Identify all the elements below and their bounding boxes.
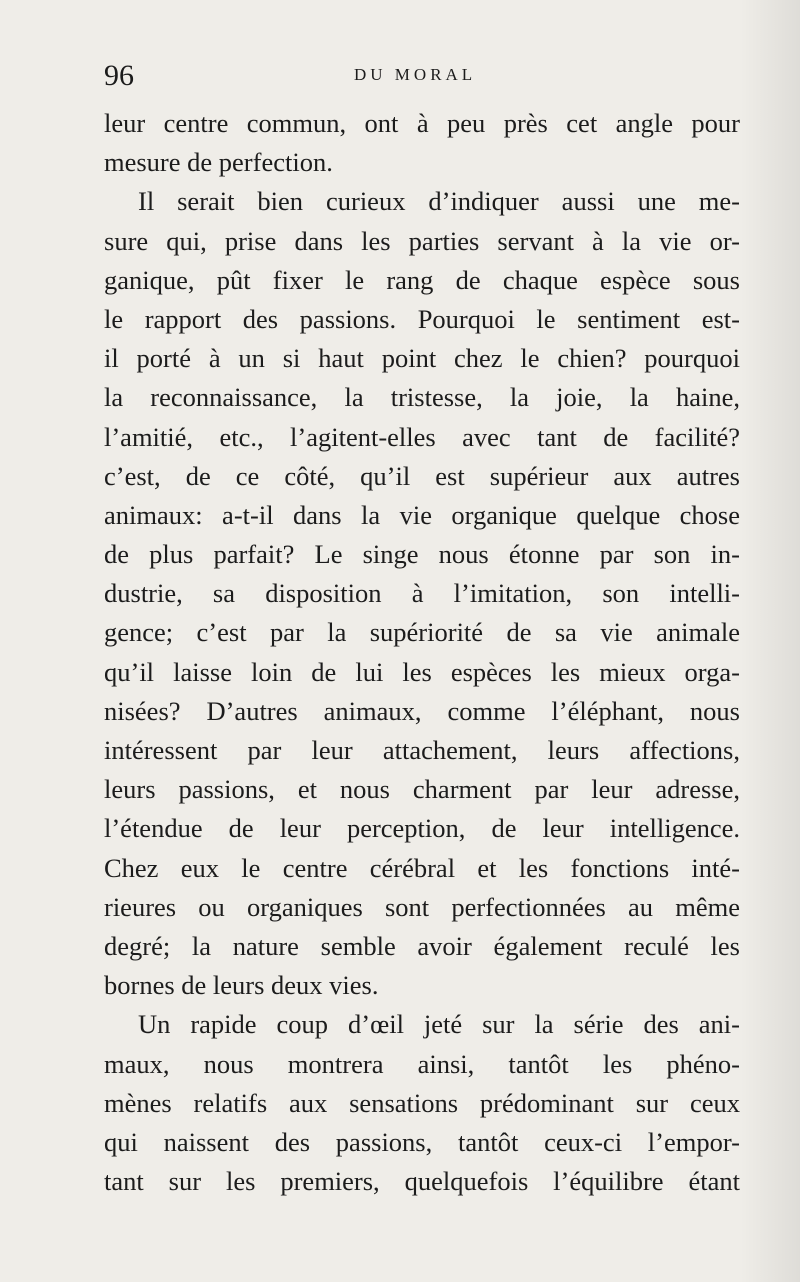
text-line: maux, nous montrera ainsi, tantôt les phéno- [104,1048,740,1079]
text-line: rieures ou organiques sont perfectionnées au même [104,891,740,922]
text-line: leurs passions, et nous charment par leur adresse, [104,774,740,805]
text-line: mènes relatifs aux sensations prédominant sur ceux [104,1087,740,1118]
text-line: ganique, pût fixer le rang de chaque espèce sous [104,264,740,295]
text-line: gence; c’est par la supériorité de sa vie animale [104,617,740,648]
page-header [104,56,740,96]
paragraph-start-line: Un rapide coup d’œil jeté sur la série des ani- [138,1009,740,1040]
running-head: DU MORAL [354,65,477,84]
text-line: bornes de leurs deux vies. [104,970,379,1001]
paragraph-start-line: Il serait bien curieux d’indiquer aussi une me- [138,186,740,217]
text-line: nisées? D’autres animaux, comme l’éléphant, nous [104,695,740,726]
page-number: 96 [104,59,134,92]
text-line: qu’il laisse loin de lui les espèces les mieux orga- [104,656,740,687]
text-line: sure qui, prise dans les parties servant à la vie or- [104,225,740,256]
text-line: le rapport des passions. Pourquoi le sentiment est- [104,303,740,334]
text-line: la reconnaissance, la tristesse, la joie, la haine, [104,382,740,413]
text-line: c’est, de ce côté, qu’il est supérieur aux autres [104,460,740,491]
text-line: tant sur les premiers, quelquefois l’équilibre étant [104,1166,740,1197]
text-line: Chez eux le centre cérébral et les fonctions inté- [104,852,740,883]
text-line: dustrie, sa disposition à l’imitation, son intelli- [104,578,740,609]
text-line: intéressent par leur attachement, leurs affections, [104,735,740,765]
text-line: animaux: a-t-il dans la vie organique quelque chose [104,499,740,530]
body-text [104,104,740,1201]
text-line: qui naissent des passions, tantôt ceux-ci l’empor- [104,1126,740,1157]
text-line: mesure de perfection. [104,147,333,178]
text-line: l’amitié, etc., l’agitent-elles avec tant de facilité? [104,421,740,452]
text-line: l’étendue de leur perception, de leur intelligence. [104,813,740,844]
text-line: il porté à un si haut point chez le chien? pourquoi [104,343,740,374]
text-line: de plus parfait? Le singe nous étonne par son in- [104,539,740,570]
text-line: degré; la nature semble avoir également reculé les [104,930,740,961]
text-line: leur centre commun, ont à peu près cet angle pour [104,108,740,138]
